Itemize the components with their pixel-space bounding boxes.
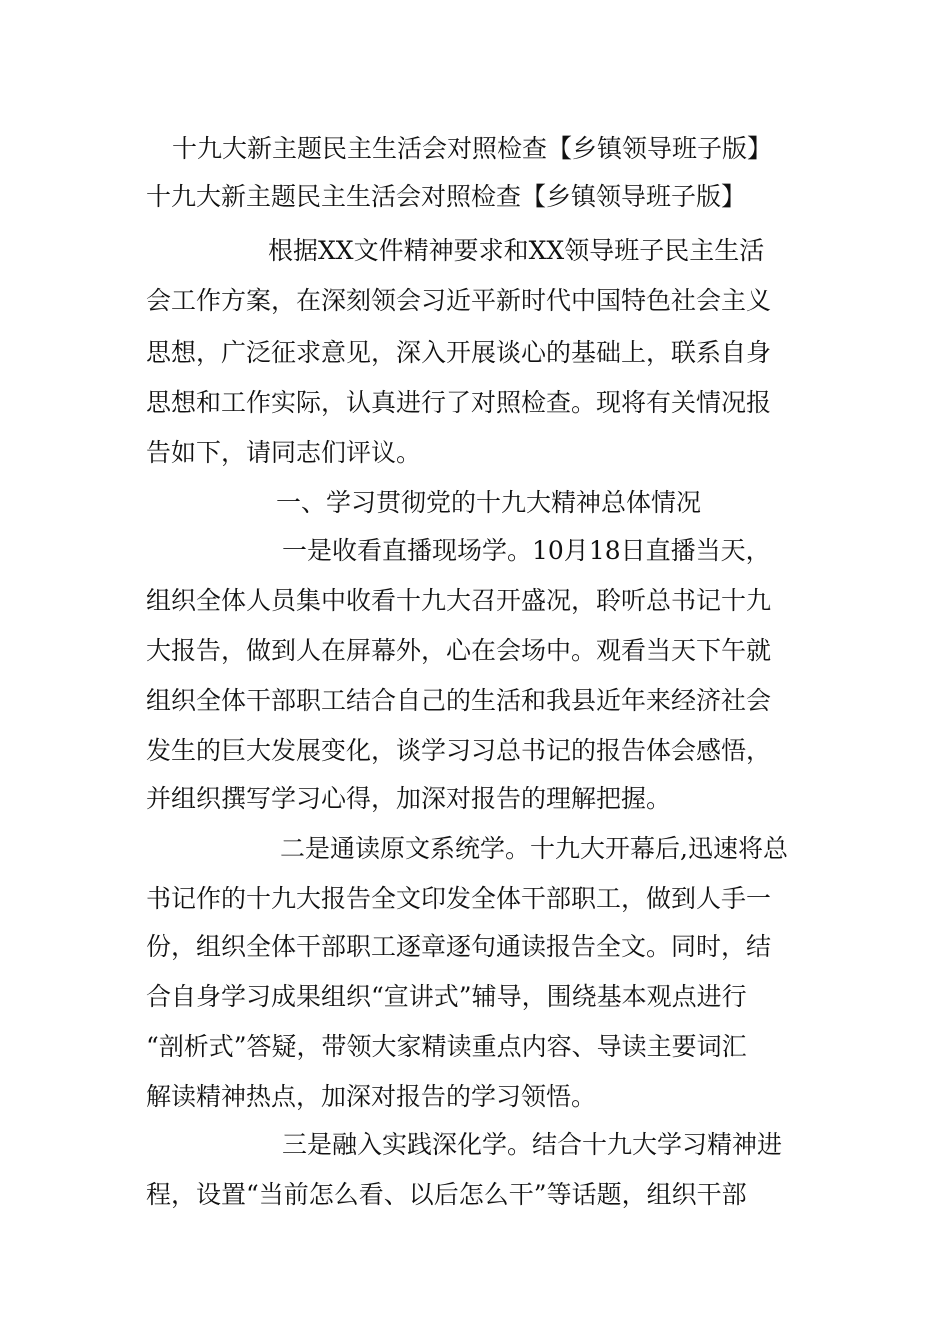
- body-line: 会工作方案，在深刻领会习近平新时代中国特色社会主义: [146, 286, 772, 315]
- document-title-repeat: 十九大新主题民主生活会对照检查【乡镇领导班子版】: [146, 182, 747, 211]
- section-heading: 一、学习贯彻党的十九大精神总体情况: [276, 488, 702, 517]
- body-line: 合自身学习成果组织“宣讲式”辅导，围绕基本观点进行: [146, 982, 747, 1011]
- body-line: 根据XX文件精神要求和XX领导班子民主生活: [268, 236, 765, 265]
- body-line: 一是收看直播现场学。10月18日直播当天，: [282, 536, 771, 565]
- body-line: 三是融入实践深化学。结合十九大学习精神进: [282, 1130, 783, 1159]
- body-line: 思想，广泛征求意见，深入开展谈心的基础上，联系自身: [146, 338, 772, 367]
- body-line: 组织全体干部职工结合自己的生活和我县近年来经济社会: [146, 686, 772, 715]
- body-line: 书记作的十九大报告全文印发全体干部职工，做到人手一: [146, 884, 772, 913]
- body-line: 并组织撰写学习心得，加深对报告的理解把握。: [146, 784, 672, 813]
- body-line: 份，组织全体干部职工逐章逐句通读报告全文。同时，结: [146, 932, 772, 961]
- body-line: 大报告，做到人在屏幕外，心在会场中。观看当天下午就: [146, 636, 772, 665]
- body-line: “剖析式”答疑，带领大家精读重点内容、导读主要词汇: [146, 1032, 747, 1061]
- body-line: 告如下，请同志们评议。: [146, 438, 422, 467]
- body-line: 二是通读原文系统学。十九大开幕后,迅速将总: [280, 834, 788, 863]
- body-line: 组织全体人员集中收看十九大召开盛况，聆听总书记十九: [146, 586, 772, 615]
- document-title: 十九大新主题民主生活会对照检查【乡镇领导班子版】: [172, 134, 773, 163]
- body-line: 发生的巨大发展变化，谈学习习总书记的报告体会感悟，: [146, 736, 772, 765]
- body-line: 程，设置“当前怎么看、以后怎么干”等话题，组织干部: [146, 1180, 747, 1209]
- body-line: 思想和工作实际，认真进行了对照检查。现将有关情况报: [146, 388, 772, 417]
- body-line: 解读精神热点，加深对报告的学习领悟。: [146, 1082, 597, 1111]
